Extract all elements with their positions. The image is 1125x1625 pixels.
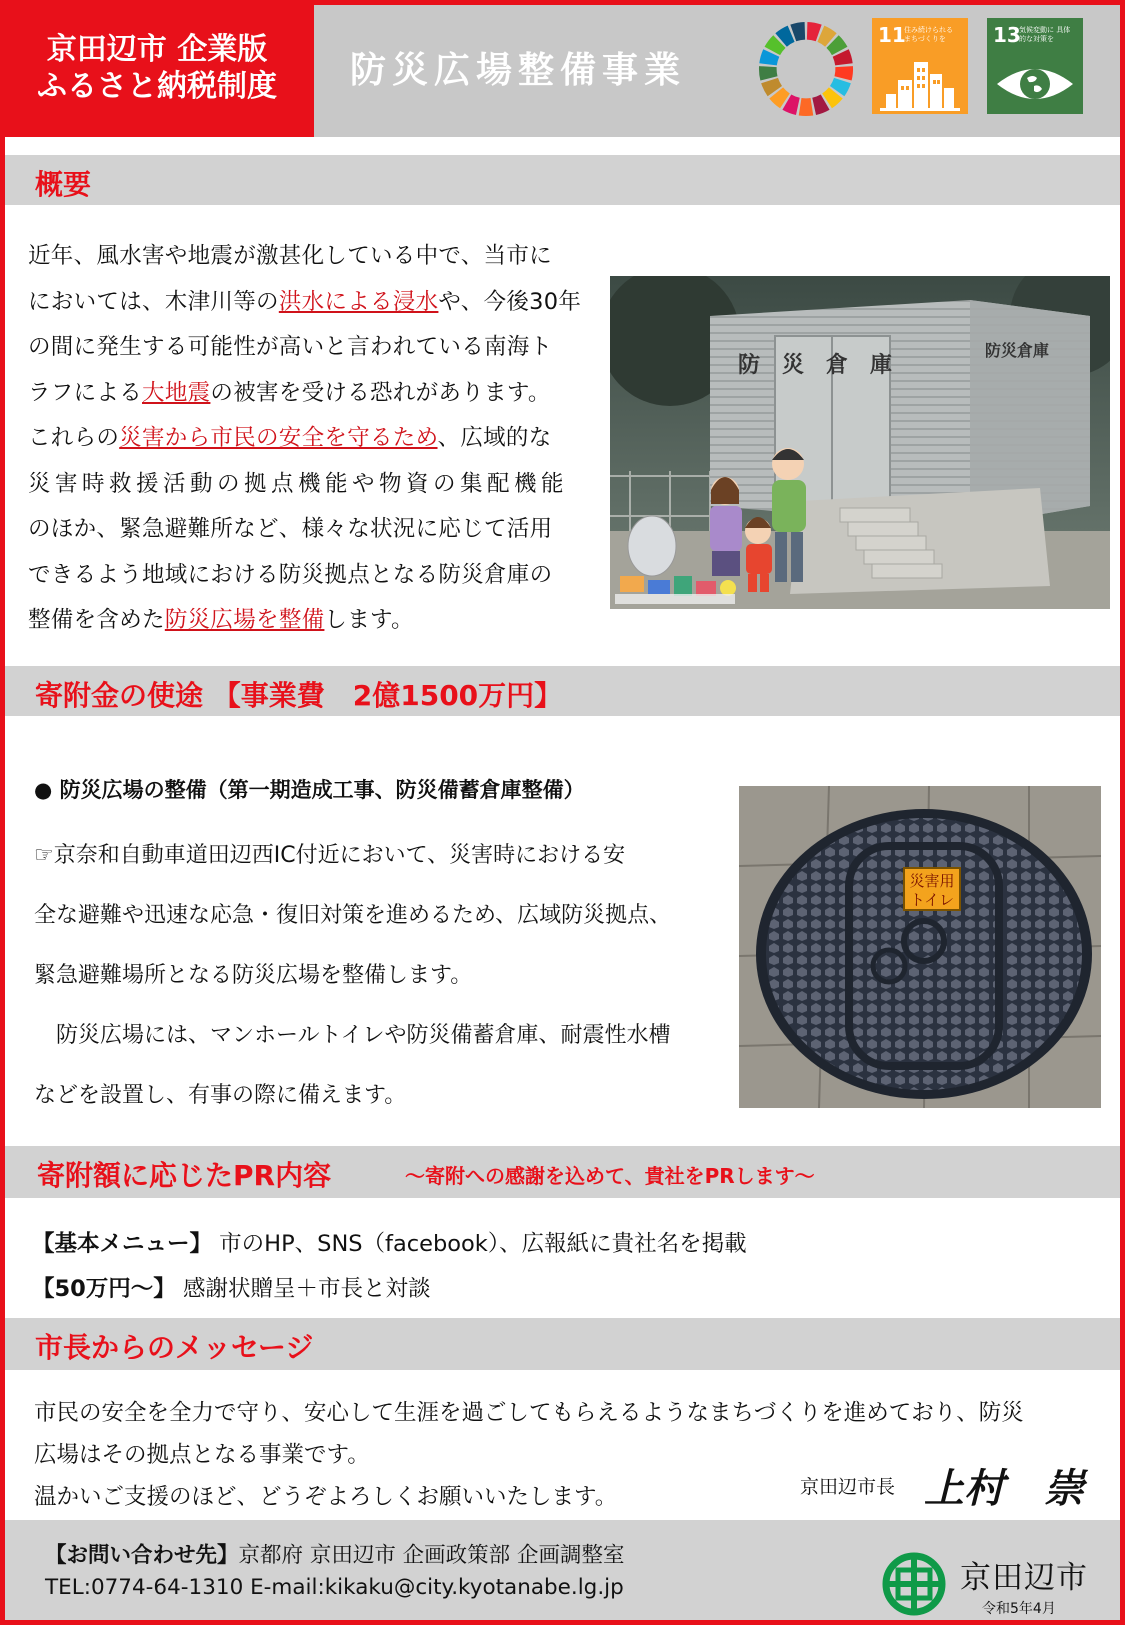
pr-section-header — [5, 1146, 1120, 1198]
pr-item-basic — [32, 1222, 747, 1267]
message-line: 市民の安全を全力で守り、安心して生涯を過ごしてもらえるようなまちづくりを進めており、防災 — [34, 1400, 1024, 1426]
mayor-signature — [920, 1456, 1095, 1516]
city-buildings-icon — [872, 50, 968, 114]
message-line: 温かいご支援のほど、どうぞよろしくお願いいたします。 — [34, 1484, 618, 1510]
overview-line: 災害時救援活動の拠点機能や物資の集配機能 — [28, 470, 569, 497]
sdg-11-badge — [872, 18, 968, 114]
disaster-warehouse-photo — [610, 276, 1110, 609]
project-title: 防災広場整備事業 — [350, 50, 687, 91]
contact-info — [45, 1540, 625, 1604]
sdgs-wheel-icon — [757, 20, 855, 118]
message-body — [34, 1392, 1024, 1518]
pr-heading: 寄附額に応じたPR内容 — [37, 1159, 332, 1192]
usage-line: 緊急避難場所となる防災広場を整備します。 — [34, 963, 473, 988]
pr-item-basic-text: 市のHP、SNS（facebook）、広報紙に貴社名を掲載 — [219, 1231, 747, 1257]
manhole-toilet-photo — [739, 786, 1101, 1108]
overview-section-header — [5, 155, 1120, 205]
pr-item-500k — [32, 1267, 747, 1312]
sdg-wheel-segment — [835, 66, 854, 80]
message-line: 広場はその拠点となる事業です。 — [34, 1442, 370, 1468]
usage-line: ☞京奈和自動車道田辺西IC付近において、災害時における安 — [34, 843, 626, 868]
sdg-13-number: 13 — [993, 23, 1021, 47]
usage-line: 防災広場には、マンホールトイレや防災備蓄倉庫、耐震性水槽 — [34, 1023, 671, 1048]
overview-line: できるよう地域における防災拠点となる防災倉庫の — [28, 561, 553, 588]
city-name: 京田辺市 — [960, 1560, 1088, 1596]
program-label-line1: 京田辺市 企業版 — [46, 31, 268, 67]
overview-line: においては、木津川等の洪水による浸水や、今後30年 — [28, 288, 582, 315]
eye-globe-icon — [987, 50, 1083, 114]
message-section-header — [5, 1318, 1120, 1370]
overview-line: の間に発生する可能性が高いと言われている南海ト — [28, 334, 553, 360]
svg-text:上村 崇: 上村 崇 — [924, 1465, 1084, 1512]
overview-line: ラフによる大地震の被害を受ける恐れがあります。 — [28, 379, 551, 406]
highlight-protect-citizens: 災害から市民の安全を守るため — [119, 425, 438, 451]
pr-subheading: ～寄附への感謝を込めて、貴社をPRします～ — [405, 1164, 815, 1188]
highlight-earthquake: 大地震 — [142, 379, 211, 406]
sdg-wheel-segment — [799, 98, 814, 116]
usage-line: 全な避難や迅速な応急・復旧対策を進めるため、広域防災拠点、 — [34, 903, 672, 928]
sdg-wheel-segment — [759, 66, 778, 80]
program-label-line2: ふるさと納税制度 — [37, 68, 277, 104]
city-emblem-icon — [882, 1552, 946, 1616]
overview-line: 整備を含めた防災広場を整備します。 — [28, 607, 414, 633]
message-heading: 市長からのメッセージ — [35, 1331, 314, 1364]
sdg-13-text: 気候変動に 具体的な対策を — [1019, 26, 1071, 43]
manhole-label-line2: トイレ — [909, 891, 955, 909]
pr-item-500k-text: 感謝状贈呈＋市長と対談 — [182, 1276, 431, 1302]
program-label — [0, 0, 314, 137]
warehouse-sign: 防 災 倉 庫 — [738, 353, 893, 378]
sdg-13-badge — [987, 18, 1083, 114]
overview-body — [28, 234, 608, 644]
usage-bullet: ● 防災広場の整備（第一期造成工事、防災備蓄倉庫整備） — [34, 778, 585, 802]
usage-body — [34, 826, 734, 1126]
footer — [5, 1520, 1120, 1620]
issue-date: 令和5年4月 — [982, 1601, 1056, 1617]
usage-line: などを設置し、有事の際に備えます。 — [34, 1083, 407, 1108]
overview-line: 近年、風水害や地震が激甚化している中で、当市に — [28, 243, 552, 269]
mayor-title: 京田辺市長 — [800, 1476, 896, 1498]
pr-item-500k-label: 【50万円～】 — [32, 1276, 176, 1302]
warehouse-side-sign: 防災倉庫 — [985, 341, 1050, 360]
contact-label: 【お問い合わせ先】 — [45, 1543, 239, 1568]
contact-org: 京都府 京田辺市 企画政策部 企画調整室 — [238, 1543, 625, 1568]
pr-list — [32, 1222, 747, 1312]
manhole-label-line1: 災害用 — [909, 872, 955, 890]
highlight-build-plaza: 防災広場を整備 — [164, 607, 325, 633]
overview-line: これらの災害から市民の安全を守るため、広域的な — [28, 425, 552, 451]
header — [0, 0, 1125, 137]
contact-tel-mail: TEL:0774-64-1310 E-mail:kikaku@city.kyotanabe.lg.jp — [45, 1575, 624, 1600]
usage-section-header — [5, 666, 1120, 716]
pr-item-basic-label: 【基本メニュー】 — [32, 1231, 213, 1257]
sdg-11-number: 11 — [878, 23, 906, 47]
usage-heading: 寄附金の使途 【事業費 2億1500万円】 — [35, 679, 563, 712]
sdg-11-text: 住み続けられる まちづくりを — [904, 26, 953, 43]
overview-heading: 概要 — [35, 168, 92, 201]
highlight-flooding: 洪水による浸水 — [278, 288, 439, 315]
overview-line: のほか、緊急避難所など、様々な状況に応じて活用 — [28, 516, 553, 542]
